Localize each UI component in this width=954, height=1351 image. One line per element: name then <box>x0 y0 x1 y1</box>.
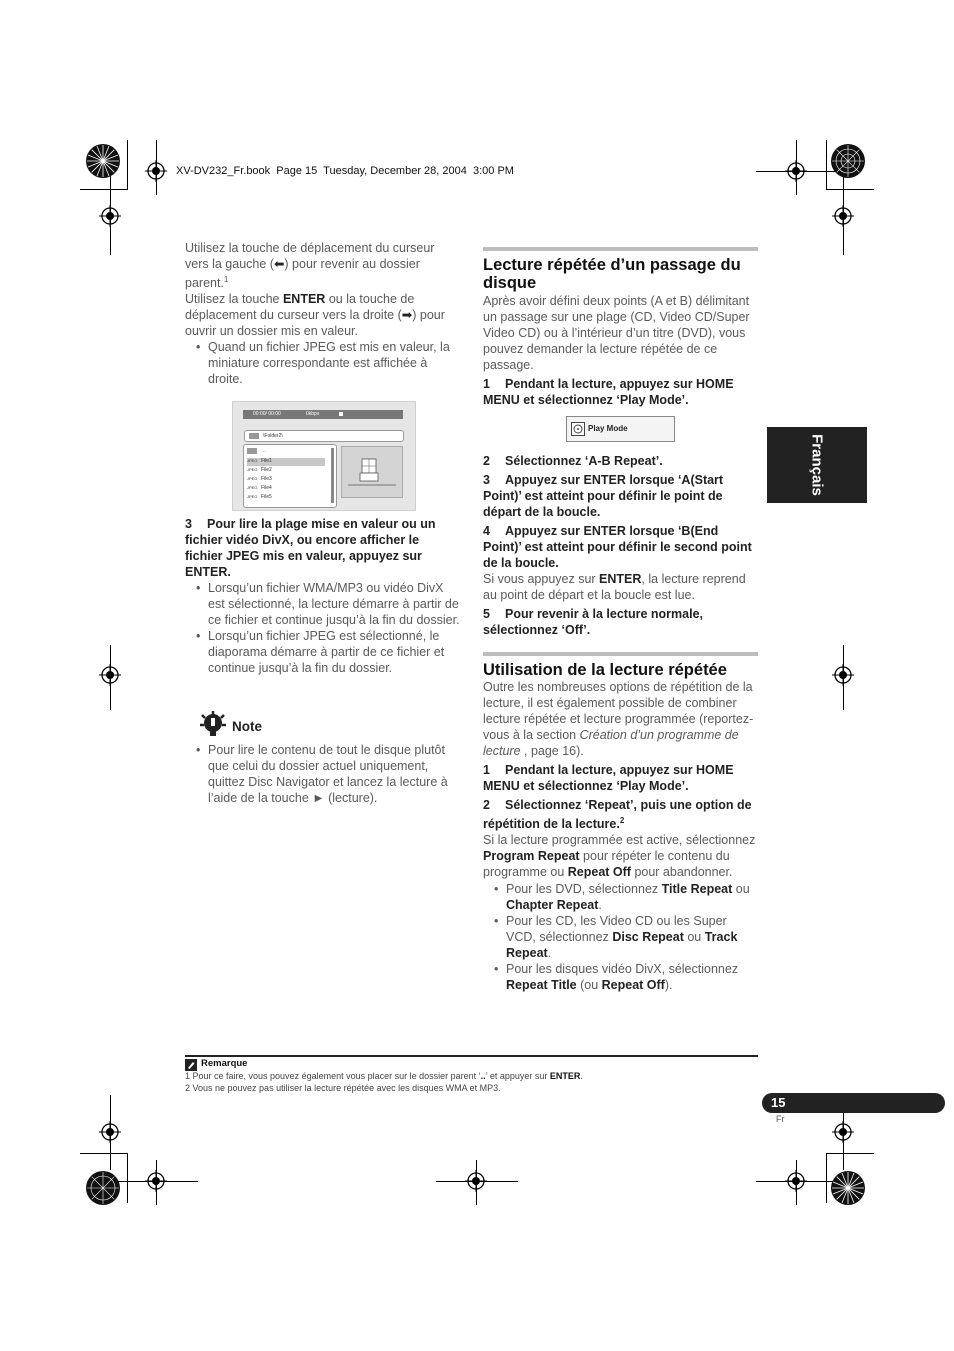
note-icon <box>200 711 226 737</box>
file-list <box>243 444 337 508</box>
right-column-section-2 <box>483 652 758 993</box>
footnote-2: 2 Vous ne pouvez pas utiliser la lecture répétée avec les disques WMA et MP3. <box>185 1083 501 1093</box>
left-arrow-icon: ⬅ <box>273 257 285 271</box>
folder-icon <box>249 433 259 439</box>
folder-up-icon <box>247 448 257 454</box>
section-heading: Utilisation de la lecture répétée <box>483 661 727 679</box>
registration-cross-icon <box>145 1170 167 1192</box>
page-language: Fr <box>776 1114 785 1124</box>
list-item: • Pour les CD, les Video CD ou les Super VCD, sélectionnez Disc Repeat ou Track Repeat. <box>494 914 738 961</box>
registration-wheel-icon <box>85 1170 121 1206</box>
step-5: 5 Pour revenir à la lecture normale, sélectionnez ‘Off’. <box>483 607 703 637</box>
paragraph: Utilisez la touche ENTER ou la touche de déplacement du curseur vers la droite (➡) pour ouvrir un dossier mis en valeur. <box>185 292 445 339</box>
registration-cross-icon <box>785 1170 807 1192</box>
folder-path-bar: \Folder2\ <box>244 430 404 442</box>
registration-cross-icon <box>785 160 807 182</box>
registration-cross-icon <box>99 664 121 686</box>
paragraph: Si vous appuyez sur ENTER, la lecture reprend au point de départ et la boucle est lue. <box>483 572 746 602</box>
step-1: 1 Pendant la lecture, appuyez sur HOME MENU et sélectionnez ‘Play Mode’. <box>483 377 734 407</box>
file-row[interactable]: JPEG File1 <box>247 458 325 466</box>
bullet-list <box>483 881 758 993</box>
list-item[interactable]: .. <box>247 448 327 455</box>
chair-image-icon <box>342 447 402 497</box>
left-column-lower <box>185 516 460 676</box>
step-3: 3 Pour lire la plage mise en valeur ou un fichier vidéo DivX, ou encore afficher le fichier JPEG mis en valeur, appuyez sur ENTER. <box>185 517 436 579</box>
left-column <box>185 240 460 387</box>
file-row[interactable]: JPEG File5 <box>247 494 272 500</box>
bullet-list <box>185 339 460 387</box>
paragraph: Après avoir défini deux points (A et B) délimitant un passage sur une plage (CD, Video CD/Super Video CD) ou à l’intérieur d’un titre (DVD), vous pouvez demander la lecture répétée de ce passage. <box>483 294 750 372</box>
registration-wheel-icon <box>830 143 866 179</box>
registration-cross-icon <box>99 205 121 227</box>
footnote-title: Remarque <box>201 1058 248 1069</box>
footnote-1: 1 Pour ce faire, vous pouvez également vous placer sur le dossier parent ‘..’ et appuyer sur ENTER. <box>185 1071 583 1081</box>
section-rule <box>483 247 758 251</box>
page-number-badge <box>762 1093 945 1113</box>
bullet-list <box>185 742 460 806</box>
step-3: 3 Appuyez sur ENTER lorsque ‘A(Start Point)’ est atteint pour définir le point de départ de la boucle. <box>483 473 724 519</box>
file-row[interactable]: JPEG File4 <box>247 485 272 491</box>
right-arrow-icon: ➡ <box>401 308 413 323</box>
file-row[interactable]: JPEG File3 <box>247 476 272 482</box>
step-2: 2 Sélectionnez ‘A-B Repeat’. <box>483 454 663 468</box>
note-title: Note <box>232 719 262 734</box>
registration-cross-icon <box>465 1170 487 1192</box>
book-info-header: XV-DV232_Fr.book Page 15 Tuesday, December 28, 2004 3:00 PM <box>176 165 514 177</box>
scrollbar[interactable] <box>331 448 334 503</box>
list-item: • Pour lire le contenu de tout le disque plutôt que celui du dossier actuel uniquement, quittez Disc Navigator et lancez la lecture à l’aide de la touche ► (lecture). <box>196 743 448 805</box>
step-4: 4 Appuyez sur ENTER lorsque ‘B(End Point)’ est atteint pour définir le second point de la boucle. <box>483 524 752 570</box>
file-row[interactable]: JPEG File2 <box>247 467 272 473</box>
registration-cross-icon <box>145 160 167 182</box>
status-indicator-icon <box>339 412 343 416</box>
step-1: 1 Pendant la lecture, appuyez sur HOME MENU et sélectionnez ‘Play Mode’. <box>483 763 734 793</box>
page-number: 15 <box>771 1095 786 1110</box>
status-bar: 00:00/ 00:00 0kbps <box>243 410 403 419</box>
registration-cross-icon <box>832 1121 854 1143</box>
disc-navigator-screen <box>232 401 416 511</box>
play-mode-menu-item[interactable] <box>566 416 675 442</box>
right-column <box>483 247 758 408</box>
step-2: 2 Sélectionnez ‘Repeat’, puis une option de répétition de la lecture.$^2$ <box>483 798 752 832</box>
language-tab-label: Français <box>808 434 826 496</box>
paragraph: Si la lecture programmée est active, sélectionnez Program Repeat pour répéter le contenu du programme ou Repeat Off pour abandonner. <box>483 833 756 880</box>
section-heading: Lecture répétée d’un passage du disque <box>483 256 741 292</box>
paragraph: Outre les nombreuses options de répétition de la lecture, il est également possible de combiner lecture répétée et lecture programmée (reportez-vous à la section Création d’un programme de lecture , page 16). <box>483 680 754 758</box>
list-item: • Lorsqu’un fichier JPEG est sélectionné, le diaporama démarre à partir de ce fichier et continue jusqu’à la fin du dossier. <box>196 629 445 675</box>
registration-cross-icon <box>99 1121 121 1143</box>
list-item: • Pour les DVD, sélectionnez Title Repeat ou Chapter Repeat. <box>494 882 750 913</box>
list-item: • Lorsqu’un fichier WMA/MP3 ou vidéo DivX est sélectionné, la lecture démarre à partir de ce fichier et continue jusqu’à la fin du dossier. <box>196 581 460 627</box>
registration-cross-icon <box>832 664 854 686</box>
note-body <box>185 742 460 806</box>
registration-wheel-icon <box>830 1170 866 1206</box>
disc-icon <box>571 422 585 436</box>
footnote-rule <box>185 1055 758 1057</box>
section-rule <box>483 652 758 656</box>
right-column-steps <box>483 453 758 638</box>
registration-cross-icon <box>832 205 854 227</box>
remark-icon <box>185 1059 197 1071</box>
registration-wheel-icon <box>85 143 121 179</box>
bullet-list <box>185 580 460 676</box>
list-item: • Pour les disques vidéo DivX, sélectionnez Repeat Title (ou Repeat Off). <box>494 962 739 993</box>
jpeg-thumbnail <box>341 446 403 498</box>
paragraph: Utilisez la touche de déplacement du curseur vers la gauche (⬅) pour revenir au dossier parent.$^1$ <box>185 241 435 291</box>
language-tab <box>767 427 867 503</box>
list-item: • Quand un fichier JPEG est mis en valeur, la miniature correspondante est affichée à droite. <box>196 340 450 387</box>
play-mode-label: Play Mode <box>588 424 628 433</box>
